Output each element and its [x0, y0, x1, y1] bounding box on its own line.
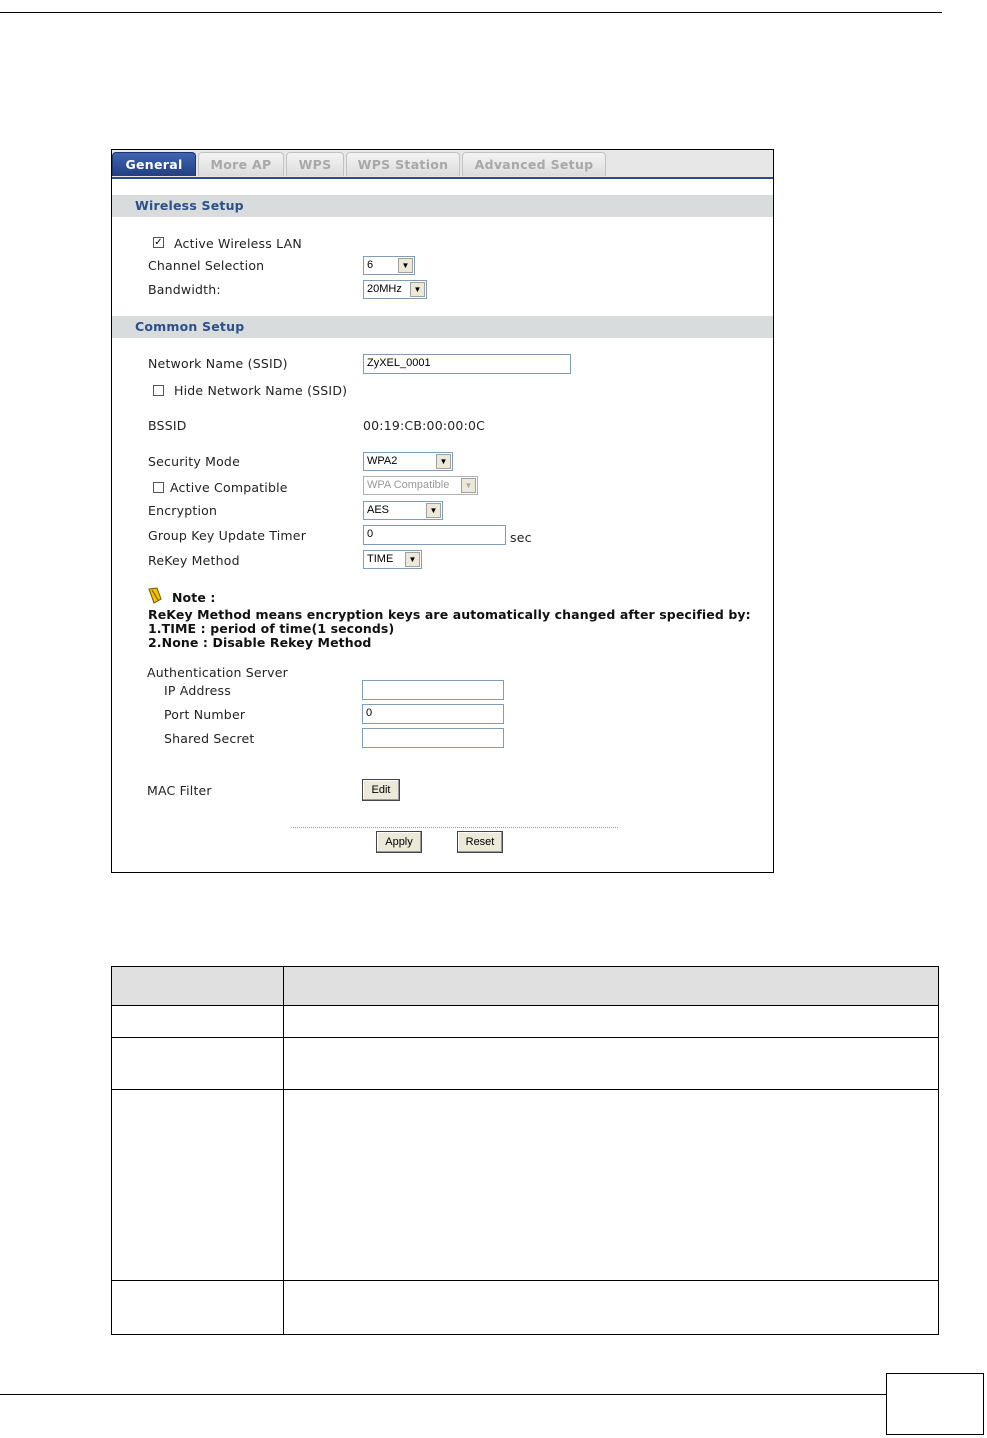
rekey-select[interactable] [363, 550, 422, 569]
note-title: Note : [172, 590, 216, 605]
wpa-compatible-value: WPA Compatible [367, 479, 450, 491]
security-mode-value: WPA2 [367, 455, 398, 467]
hide-ssid-label: Hide Network Name (SSID) [174, 383, 348, 398]
table-row-divider [112, 1089, 938, 1090]
active-compatible-label: Active Compatible [170, 480, 288, 495]
active-wlan-label: Active Wireless LAN [174, 236, 302, 251]
bssid-label: BSSID [148, 418, 187, 433]
table-row-divider [112, 1037, 938, 1038]
group-key-input[interactable]: 0 [363, 525, 506, 545]
ssid-input[interactable]: ZyXEL_0001 [363, 354, 571, 374]
encryption-value: AES [367, 504, 390, 516]
security-mode-select[interactable] [363, 452, 453, 471]
shared-secret-label: Shared Secret [164, 731, 255, 746]
dropdown-arrow-icon: ▼ [436, 454, 451, 469]
note-line-2: 1.TIME : period of time(1 seconds) [148, 621, 395, 636]
security-mode-label: Security Mode [148, 454, 240, 469]
channel-select[interactable] [363, 256, 415, 275]
active-wlan-checkbox[interactable]: ✓ [154, 237, 163, 248]
table-column-divider [283, 967, 284, 1334]
auth-server-title: Authentication Server [147, 665, 288, 680]
common-setup-header: Common Setup [112, 316, 773, 338]
encryption-label: Encryption [148, 503, 218, 518]
table-header-row [112, 967, 938, 1006]
field-description-table [111, 966, 939, 1335]
ssid-label: Network Name (SSID) [148, 356, 288, 371]
page-number-box [886, 1373, 984, 1435]
tab-advanced-setup[interactable]: Advanced Setup [462, 152, 606, 176]
dropdown-arrow-icon: ▼ [398, 258, 413, 273]
rekey-label: ReKey Method [148, 553, 240, 568]
channel-label: Channel Selection [148, 258, 265, 273]
wpa-compatible-select[interactable] [363, 476, 478, 495]
port-number-input[interactable]: 0 [362, 704, 504, 724]
port-number-label: Port Number [164, 707, 246, 722]
wireless-setup-header: Wireless Setup [112, 195, 773, 217]
ip-address-input[interactable] [362, 680, 504, 700]
mac-filter-edit-button[interactable]: Edit [362, 779, 400, 801]
rekey-value: TIME [367, 553, 394, 565]
bssid-value: 00:19:CB:00:00:0C [363, 418, 486, 433]
note-line-3: 2.None : Disable Rekey Method [148, 635, 372, 650]
tab-bar [112, 150, 773, 179]
active-compatible-checkbox[interactable] [153, 482, 164, 493]
wireless-settings-panel [111, 149, 774, 873]
note-line-1: ReKey Method means encryption keys are automatically changed after specified by: [148, 607, 751, 622]
tab-wps-station[interactable]: WPS Station [346, 152, 460, 176]
mac-filter-label: MAC Filter [147, 783, 212, 798]
button-divider [291, 827, 618, 828]
header-rule [0, 12, 942, 13]
bandwidth-select[interactable] [363, 280, 427, 299]
encryption-select[interactable] [363, 501, 443, 520]
note-pencil-icon [147, 587, 163, 604]
footer-rule [0, 1394, 886, 1395]
tab-general[interactable]: General [112, 152, 196, 176]
tab-wps[interactable]: WPS [286, 152, 344, 176]
group-key-unit: sec [510, 530, 532, 545]
shared-secret-input[interactable] [362, 728, 504, 748]
apply-button[interactable]: Apply [376, 831, 422, 853]
dropdown-arrow-icon: ▼ [426, 503, 441, 518]
bandwidth-value: 20MHz [367, 283, 402, 295]
dropdown-arrow-icon: ▼ [461, 478, 476, 493]
dropdown-arrow-icon: ▼ [405, 552, 420, 567]
bandwidth-label: Bandwidth: [148, 282, 221, 297]
table-row-divider [112, 1280, 938, 1281]
channel-value: 6 [367, 259, 374, 271]
ip-address-label: IP Address [164, 683, 231, 698]
reset-button[interactable]: Reset [457, 831, 503, 853]
tab-more-ap[interactable]: More AP [198, 152, 284, 176]
dropdown-arrow-icon: ▼ [410, 282, 425, 297]
hide-ssid-checkbox[interactable] [153, 385, 164, 396]
group-key-label: Group Key Update Timer [148, 528, 307, 543]
